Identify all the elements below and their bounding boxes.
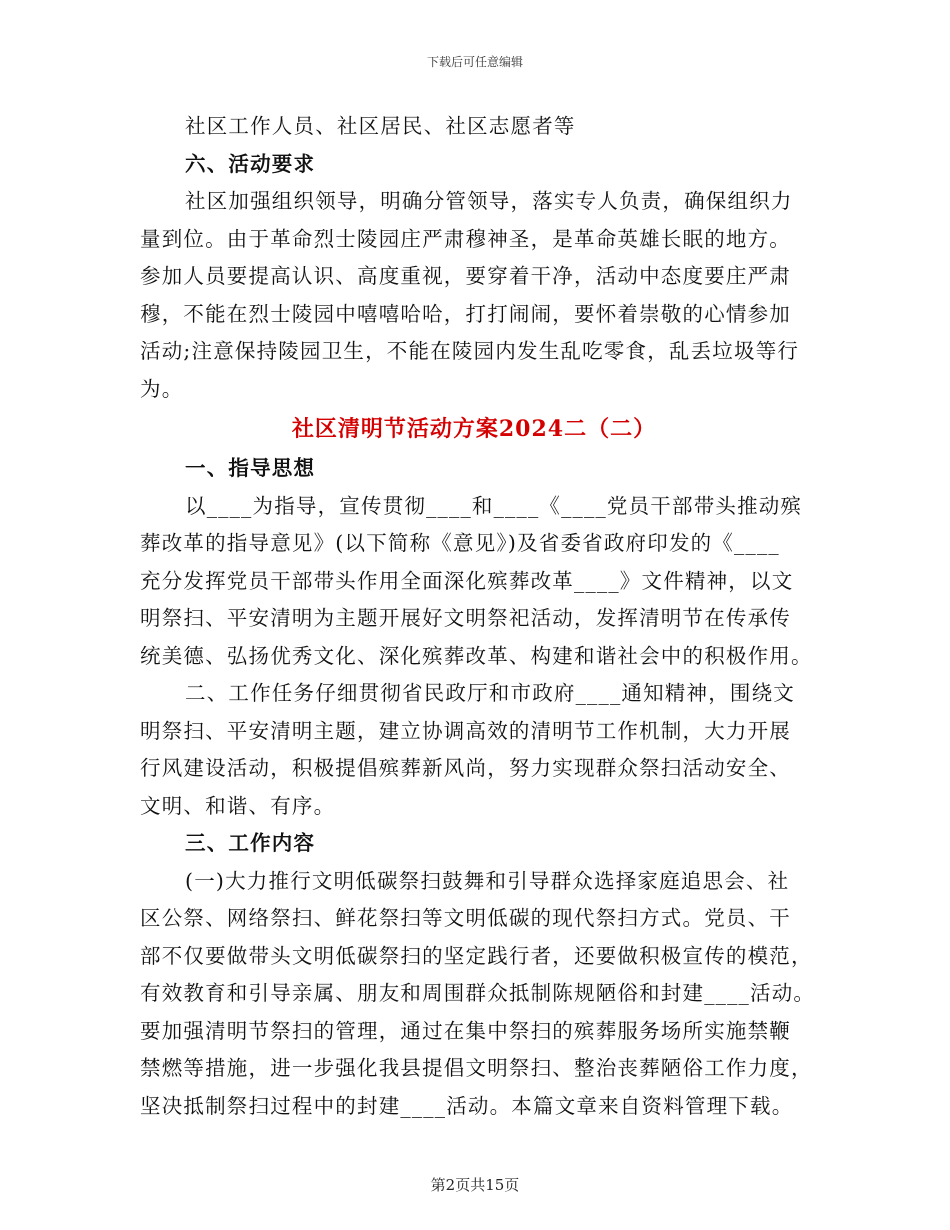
section-heading: 六、活动要求 [185,151,316,176]
body-line: 统美德、弘扬优秀文化、深化殡葬改革、构建和谐社会中的积极作用。 [140,643,813,668]
body-line: 以____为指导，宣传贯彻____和____《____党员干部带头推动殡 [185,493,803,518]
body-line: 参加人员要提高认识、高度重视，要穿着干净，活动中态度要庄严肃 [140,264,791,288]
body-line: 社区工作人员、社区居民、社区志愿者等 [185,114,576,138]
document-body [140,108,816,1125]
body-line: 充分发挥党员干部带头作用全面深化殡葬改革____》文件精神，以文 [140,568,794,593]
body-line: 为。 [140,376,184,401]
body-line: 行风建设活动，积极提倡殡葬新风尚，努力实现群众祭扫活动安全、 [140,756,791,780]
body-line: (一)大力推行文明低碳祭扫鼓舞和引导群众选择家庭追思会、社 [185,868,790,893]
body-line: 部不仅要做带头文明低碳祭扫的坚定践行者，还要做积极宣传的模范， [140,943,813,968]
body-line: 有效教育和引导亲属、朋友和周围群众抵制陈规陋俗和封建____活动。 [140,981,816,1005]
body-line: 葬改革的指导意见》(以下简称《意见》)及省委省政府印发的《____ [140,531,780,555]
section-heading: 三、工作内容 [185,831,316,855]
body-line: 量到位。由于革命烈士陵园庄严肃穆神圣，是革命英雄长眠的地方。 [140,226,791,251]
body-line: 区公祭、网络祭扫、鲜花祭扫等文明低碳的现代祭扫方式。党员、干 [140,906,791,930]
body-line: 社区加强组织领导，明确分管领导，落实专人负责，确保组织力 [185,189,793,213]
body-line: 明祭扫、平安清明为主题开展好文明祭祀活动，发挥清明节在传承传 [140,606,791,630]
body-line: 坚决抵制祭扫过程中的封建____活动。本篇文章来自资料管理下载。 [140,1093,794,1118]
page-number-footer: 第2页共15页 [430,1176,520,1194]
body-line: 禁燃等措施，进一步强化我县提倡文明祭扫、整治丧葬陋俗工作力度， [140,1056,813,1080]
header-note: 下载后可任意编辑 [426,55,523,69]
body-line: 穆，不能在烈士陵园中嘻嘻哈哈，打打闹闹，要怀着崇敬的心情参加 [140,301,791,326]
body-line: 要加强清明节祭扫的管理，通过在集中祭扫的殡葬服务场所实施禁鞭 [140,1018,791,1043]
body-line: 活动;注意保持陵园卫生，不能在陵园内发生乱吃零食，乱丢垃圾等行 [140,339,800,363]
body-line: 文明、和谐、有序。 [140,793,336,818]
document-title: 社区清明节活动方案2024二（二） [291,416,657,442]
section-heading: 一、指导思想 [185,456,316,480]
body-line: 二、工作任务仔细贯彻省民政厅和市政府____通知精神，围绕文 [185,681,795,705]
body-line: 明祭扫、平安清明主题，建立协调高效的清明节工作机制，大力开展 [140,718,791,743]
